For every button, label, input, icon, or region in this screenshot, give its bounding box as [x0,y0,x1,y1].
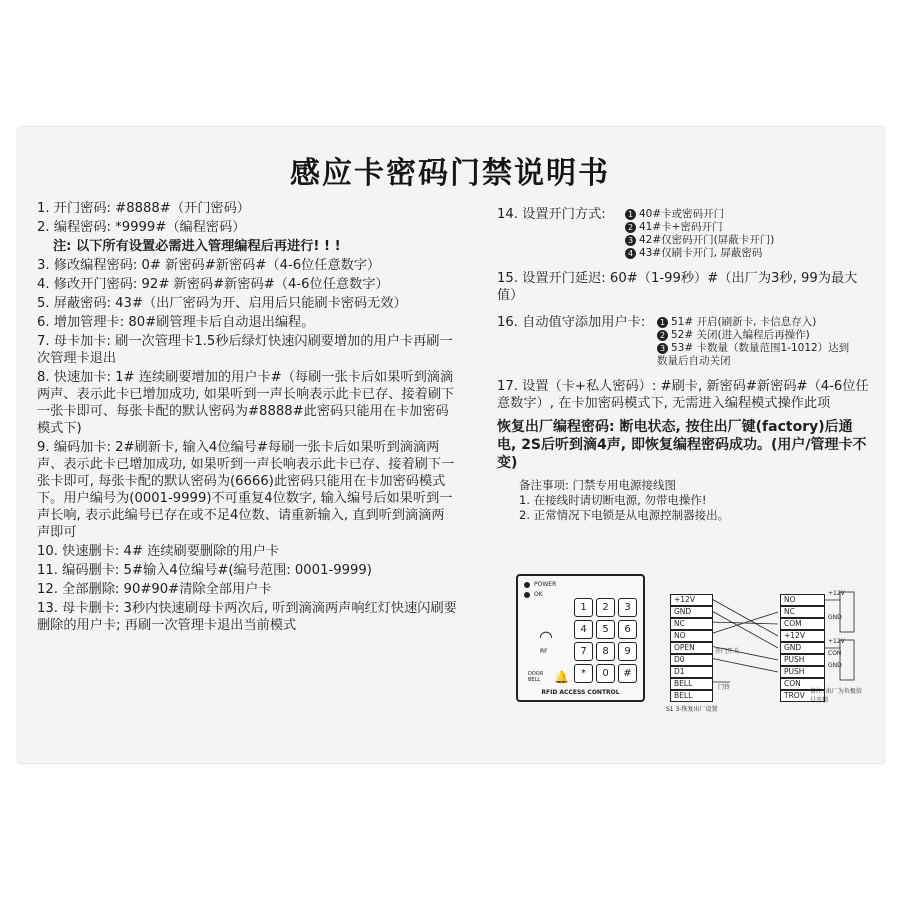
key-2: 2 [596,598,615,617]
lock2-gnd-label: GND [828,662,842,669]
relay-push-2: PUSH [780,666,825,678]
item-1: 1. 开门密码: #8888#（开门密码） [37,201,250,216]
option-14-2: 41#卡+密码开门 [639,221,723,233]
item-16-options [657,316,869,368]
number-4-icon: 4 [625,248,636,259]
factory-note: 备注: 出厂为负极信号开锁 [810,688,862,704]
terminal-bell-1: BELL [670,678,713,690]
wiring-diagram [510,566,866,716]
option-14-3: 42#仅密码开门(屏蔽卡开门) [639,234,775,246]
terminal-d1: D1 [670,666,713,678]
open-switch-label: 开门开关 [715,648,740,655]
relay-no: NO [780,594,825,606]
terminal-d0: D0 [670,654,713,666]
relay-12v: +12V [780,630,825,642]
key-6: 6 [618,620,637,639]
option-14-1: 40#卡或密码开门 [639,208,725,220]
key-8: 8 [596,642,615,661]
device-label: RFID ACCESS CONTROL [541,689,620,696]
s1-label: S1 3-恢复出厂设置 [666,706,718,713]
item-12: 12. 全部删除: 90#90#清除全部用户卡 [37,582,272,597]
item-6: 6. 增加管理卡: 80#刷管理卡后自动退出编程。 [37,315,315,330]
option-16-2: 52# 关闭(进入编程后再操作) [671,329,810,341]
lock-gnd-label: GND [828,614,842,621]
door-bell-cn-label: 门铃 [718,684,731,691]
power-led-icon [524,582,530,588]
key-5: 5 [596,620,615,639]
key-9: 9 [618,642,637,661]
terminal-bell-2: BELL [670,690,713,702]
option-16-3: 53# 卡数量（数量范围1-1012）达到数量后自动关闭 [657,342,850,367]
key-3: 3 [618,598,637,617]
terminal-nc: NC [670,618,713,630]
door-bell-label: DOOR BELL [528,671,544,683]
relay-trov: TROV [780,690,825,702]
item-3: 3. 修改编程密码: 0# 新密码#新密码#（4-6位任意数字） [37,258,381,273]
terminal-gnd: GND [670,606,713,618]
item-5: 5. 屏蔽密码: 43#（出厂密码为开、启用后只能刷卡密码无效） [37,296,407,311]
terminal-12v: +12V [670,594,713,606]
number-2-icon: 2 [657,330,668,341]
item-11: 11. 编码删卡: 5#输入4位编号#(编号范围: 0001-9999) [37,563,372,578]
lock2-con-label: CON [828,650,842,657]
item-14: 14. 设置开门方式: [497,207,606,222]
remarks [497,478,869,523]
key-star: * [574,664,593,683]
ok-led-icon [524,592,530,598]
keypad-device [516,574,645,702]
item-9: 9. 编码加卡: 2#刷新卡, 输入4位编号#每刷一张卡后如果听到滴滴两声、表示此卡已增加成功, 如果听到一声长响表示此卡已存、接着刷下一张卡即可, 每张卡配的默认密码为(6666)此密码只能用在卡加密码模式下。用户编号为(0001-9999)不可重复4位数字, 输入编号后如果听到一声长响, 表示此编号已存在或不足4位数、请重新输入, 直到听到滴滴两声即可 [37,440,455,540]
item-8: 8. 快速加卡: 1# 连续刷要增加的用户卡#（每刷一张卡后如果听到滴滴两声、表示此卡已增加成功, 如果听到一声长响表示此卡已存、接着刷下一张卡即可、每张卡配的默认密码为#8888#此密码只能用在卡加密码模式下) [37,370,455,436]
option-16-1: 51# 开启(刷新卡, 卡信息存入) [671,316,817,328]
left-column [37,200,457,636]
terminal-open: OPEN [670,642,713,654]
item-10: 10. 快速删卡: 4# 连续刷要删除的用户卡 [37,544,280,559]
remarks-heading: 备注事项: 门禁专用电源接线图 [519,478,677,492]
remark-line-1: 1. 在接线时请切断电源, 勿带电操作! [519,493,707,507]
number-3-icon: 3 [657,343,668,354]
key-hash: # [618,664,637,683]
page-title: 感应卡密码门禁说明书 [290,156,610,191]
key-7: 7 [574,642,593,661]
rfid-label: RF [540,648,548,655]
rfid-icon: ◠ [539,627,553,646]
relay-nc: NC [780,606,825,618]
relay-gnd: GND [780,642,825,654]
item-16: 16. 自动值守添加用户卡: [497,315,646,330]
relay-push-1: PUSH [780,654,825,666]
relay-con: CON [780,678,825,690]
item-4: 4. 修改开门密码: 92# 新密码#新密码#（4-6位任意数字） [37,277,389,292]
item-15: 15. 设置开门延迟: 60#（1-99秒）#（出厂为3秒, 99为最大值） [497,271,858,303]
key-1: 1 [574,598,593,617]
relay-com: COM [780,618,825,630]
item-13: 13. 母卡删卡: 3秒内快速刷母卡两次后, 听到滴滴两声响红灯快速闪刷要删除的用户卡; 再刷一次管理卡退出当前模式 [37,601,457,633]
factory-reset-note: 恢复出厂编程密码: 断电状态, 按住出厂键(factory)后通电, 2S后听到滴4声, 即恢复编程密码成功。(用户/管理卡不变) [497,419,867,471]
option-14-4: 43#仅刷卡开门, 屏蔽密码 [639,247,763,259]
lock-12v-label: +12V [828,590,845,597]
bell-icon: 🔔 [554,670,569,684]
program-note: 注: 以下所有设置必需进入管理编程后再进行! ! ! [53,239,341,254]
terminal-no: NO [670,630,713,642]
item-7: 7. 母卡加卡: 刷一次管理卡1.5秒后绿灯快速闪刷要增加的用户卡再刷一次管理卡退出 [37,334,453,366]
key-4: 4 [574,620,593,639]
right-column [497,206,869,523]
key-0: 0 [596,664,615,683]
item-2: 2. 编程密码: *9999#（编程密码） [37,220,246,235]
item-14-options [625,208,869,260]
item-17: 17. 设置（卡+私人密码）: #刷卡, 新密码#新密码#（4-6位任意数字）, 在卡加密码模式下, 无需进入编程模式操作此项 [497,379,869,411]
remark-line-2: 2. 正常情况下电锁是从电源控制器接出。 [519,508,730,522]
ok-label: OK [534,591,543,598]
number-2-icon: 2 [625,222,636,233]
number-3-icon: 3 [625,235,636,246]
number-1-icon: 1 [657,317,668,328]
lock2-12v-label: +12V [828,638,845,645]
number-1-icon: 1 [625,209,636,220]
power-label: POWER [534,581,557,588]
